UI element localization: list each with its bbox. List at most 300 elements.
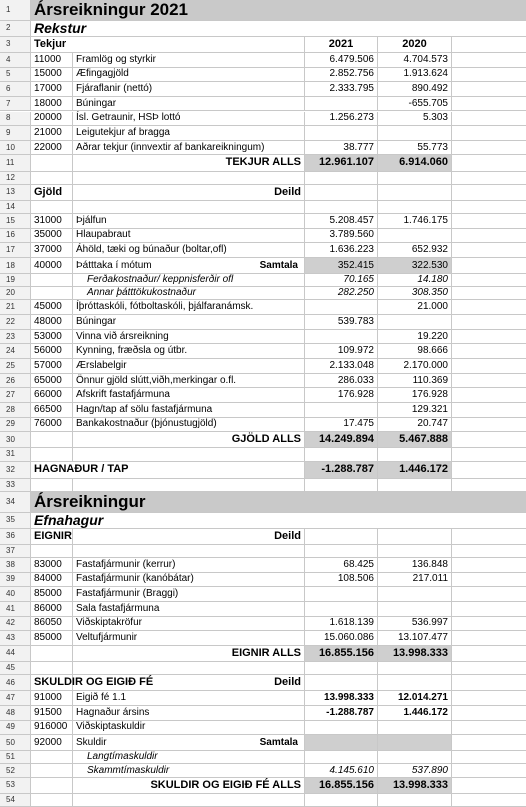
empty-cell[interactable] — [452, 97, 526, 112]
account-number[interactable]: 18000 — [31, 97, 73, 112]
empty-cell[interactable] — [452, 172, 526, 185]
account-name[interactable]: Sala fastafjármuna — [73, 602, 305, 617]
value-2020[interactable]: 5.303 — [378, 112, 452, 127]
account-number[interactable]: 91000 — [31, 691, 73, 706]
empty-cell[interactable] — [452, 185, 526, 201]
value-2020[interactable]: 308.350 — [378, 287, 452, 300]
empty-cell[interactable] — [452, 662, 526, 675]
empty-cell[interactable] — [452, 344, 526, 359]
group-header[interactable]: Gjöld — [31, 185, 73, 201]
value-2021[interactable]: 286.033 — [305, 374, 378, 389]
sheet-row — [0, 403, 526, 418]
sheet-row — [0, 141, 526, 156]
value-2021[interactable]: 5.208.457 — [305, 214, 378, 229]
empty-cell[interactable] — [378, 172, 452, 185]
empty-cell[interactable] — [452, 126, 526, 141]
value-2020[interactable]: 536.997 — [378, 617, 452, 632]
value-2020[interactable] — [378, 751, 452, 764]
total-2020[interactable]: 6.914.060 — [378, 155, 452, 171]
row-number: 37 — [0, 545, 31, 558]
empty-cell[interactable] — [452, 529, 526, 545]
empty-cell[interactable] — [305, 448, 378, 461]
empty-cell[interactable] — [73, 448, 305, 461]
sheet-row — [0, 513, 526, 529]
row-number: 25 — [0, 359, 31, 374]
empty-cell[interactable] — [305, 675, 378, 691]
sub-account-name[interactable]: Annar þátttökukostnaður — [73, 287, 305, 300]
total-2021[interactable]: 16.855.156 — [305, 778, 378, 794]
empty-cell[interactable] — [452, 300, 526, 315]
section-title[interactable]: Rekstur — [31, 21, 526, 37]
account-name[interactable]: Fastafjármunir (kerrur) — [73, 558, 305, 573]
empty-cell[interactable] — [452, 53, 526, 68]
empty-cell[interactable] — [31, 201, 73, 214]
result-2021[interactable]: -1.288.787 — [305, 462, 378, 479]
empty-cell[interactable] — [31, 764, 73, 777]
value-2021[interactable]: 2.852.756 — [305, 68, 378, 83]
empty-cell[interactable] — [452, 479, 526, 492]
value-2020[interactable]: 19.220 — [378, 330, 452, 345]
account-name[interactable]: Vinna við ársreikning — [73, 330, 305, 345]
value-2020[interactable]: 21.000 — [378, 300, 452, 315]
empty-cell[interactable] — [31, 778, 73, 794]
value-2020[interactable]: 176.928 — [378, 388, 452, 403]
value-2020[interactable]: 13.107.477 — [378, 631, 452, 646]
sub-account-name[interactable]: Ferðakostnaður/ keppnisferðir ofl — [73, 274, 305, 287]
total-2020[interactable]: 5.467.888 — [378, 432, 452, 448]
value-2021[interactable] — [305, 735, 378, 751]
empty-cell[interactable] — [452, 214, 526, 229]
empty-cell[interactable] — [305, 479, 378, 492]
row-number: 19 — [0, 274, 31, 287]
account-number[interactable]: 86050 — [31, 617, 73, 632]
value-2020[interactable]: 1.746.175 — [378, 214, 452, 229]
empty-cell[interactable] — [452, 764, 526, 777]
value-2020[interactable]: 98.666 — [378, 344, 452, 359]
year-header-2020[interactable]: 2020 — [378, 37, 452, 53]
account-name[interactable]: Þjálfun — [73, 214, 305, 229]
account-number[interactable]: 22000 — [31, 141, 73, 156]
value-2021[interactable]: 1.636.223 — [305, 243, 378, 258]
empty-cell[interactable] — [452, 403, 526, 418]
row-number: 26 — [0, 374, 31, 389]
account-name[interactable]: Viðskiptaskuldir — [73, 721, 305, 736]
empty-cell[interactable] — [31, 287, 73, 300]
account-name[interactable]: Hagn/tap af sölu fastafjármuna — [73, 403, 305, 418]
value-2020[interactable]: 136.848 — [378, 558, 452, 573]
empty-cell[interactable] — [452, 675, 526, 691]
empty-cell[interactable] — [31, 545, 73, 558]
account-number[interactable]: 85000 — [31, 587, 73, 602]
row-number: 12 — [0, 172, 31, 185]
deild-header[interactable]: Deild — [73, 529, 305, 545]
empty-cell[interactable] — [452, 229, 526, 244]
empty-cell[interactable] — [452, 558, 526, 573]
account-number[interactable]: 21000 — [31, 126, 73, 141]
value-2020[interactable]: 4.704.573 — [378, 53, 452, 68]
account-number[interactable]: 85000 — [31, 631, 73, 646]
account-name[interactable]: Hagnaður ársins — [73, 706, 305, 721]
total-2021[interactable]: 14.249.894 — [305, 432, 378, 448]
account-name[interactable]: Aðrar tekjur (innvextir af bankareikningum) — [73, 141, 305, 156]
account-name[interactable]: Ísl. Getraunir, HSÞ lottó — [73, 112, 305, 127]
row-number: 53 — [0, 778, 31, 794]
account-name[interactable]: Kynning, fræðsla og útbr. — [73, 344, 305, 359]
empty-cell[interactable] — [378, 185, 452, 201]
value-2020[interactable]: 20.747 — [378, 418, 452, 433]
account-name[interactable]: Bankakostnaður (þjónustugjöld) — [73, 418, 305, 433]
account-number[interactable]: 916000 — [31, 721, 73, 736]
empty-cell[interactable] — [31, 794, 73, 807]
empty-cell[interactable] — [452, 418, 526, 433]
account-name[interactable]: Æfingagjöld — [73, 68, 305, 83]
account-number[interactable]: 56000 — [31, 344, 73, 359]
empty-cell[interactable] — [452, 287, 526, 300]
empty-cell[interactable] — [452, 631, 526, 646]
value-2020[interactable]: 1.446.172 — [378, 706, 452, 721]
row-number: 8 — [0, 112, 31, 127]
account-name[interactable]: Íþróttaskóli, fótboltaskóli, þjálfaranámsk. — [73, 300, 305, 315]
account-name[interactable] — [73, 735, 305, 751]
sheet-row — [0, 185, 526, 201]
empty-cell[interactable] — [452, 258, 526, 274]
empty-cell[interactable] — [452, 602, 526, 617]
sheet-row — [0, 764, 526, 777]
empty-cell[interactable] — [73, 479, 305, 492]
row-number: 2 — [0, 21, 31, 37]
value-2020[interactable]: 890.492 — [378, 82, 452, 97]
empty-cell[interactable] — [452, 462, 526, 479]
empty-cell[interactable] — [378, 201, 452, 214]
sheet-row — [0, 126, 526, 141]
value-2021[interactable]: 2.333.795 — [305, 82, 378, 97]
account-number[interactable]: 86000 — [31, 602, 73, 617]
sheet-row — [0, 0, 526, 21]
value-2021[interactable] — [305, 97, 378, 112]
sheet-row — [0, 374, 526, 389]
result-label[interactable]: HAGNAÐUR / TAP — [31, 462, 305, 479]
sheet-row — [0, 330, 526, 345]
account-number[interactable]: 83000 — [31, 558, 73, 573]
sheet-row — [0, 201, 526, 214]
value-2020[interactable]: 1.913.624 — [378, 68, 452, 83]
empty-cell[interactable] — [305, 794, 378, 807]
account-number[interactable]: 66500 — [31, 403, 73, 418]
value-2021[interactable]: 68.425 — [305, 558, 378, 573]
account-number[interactable]: 35000 — [31, 229, 73, 244]
row-number: 44 — [0, 646, 31, 662]
empty-cell[interactable] — [378, 529, 452, 545]
account-name-text: Skuldir — [76, 736, 107, 748]
value-2020[interactable] — [378, 721, 452, 736]
empty-cell[interactable] — [31, 662, 73, 675]
empty-cell[interactable] — [452, 432, 526, 448]
empty-cell[interactable] — [73, 172, 305, 185]
empty-cell[interactable] — [452, 37, 526, 53]
row-number: 51 — [0, 751, 31, 764]
year-header-2021[interactable]: 2021 — [305, 37, 378, 53]
value-2021[interactable]: 1.618.139 — [305, 617, 378, 632]
empty-cell[interactable] — [452, 448, 526, 461]
value-2021[interactable]: 17.475 — [305, 418, 378, 433]
sheet-row — [0, 243, 526, 258]
empty-cell[interactable] — [452, 706, 526, 721]
account-number[interactable]: 84000 — [31, 573, 73, 588]
value-2021[interactable]: 70.165 — [305, 274, 378, 287]
result-2020[interactable]: 1.446.172 — [378, 462, 452, 479]
row-number: 18 — [0, 258, 31, 274]
empty-cell[interactable] — [452, 721, 526, 736]
row-number: 15 — [0, 214, 31, 229]
account-number[interactable]: 31000 — [31, 214, 73, 229]
empty-cell[interactable] — [452, 573, 526, 588]
value-2021[interactable]: 539.783 — [305, 315, 378, 330]
empty-cell[interactable] — [452, 691, 526, 706]
value-2021[interactable] — [305, 602, 378, 617]
account-name[interactable]: Hlaupabraut — [73, 229, 305, 244]
row-number: 14 — [0, 201, 31, 214]
value-2020[interactable]: -655.705 — [378, 97, 452, 112]
deild-header[interactable]: Deild — [73, 185, 305, 201]
sheet-row — [0, 492, 526, 513]
value-2021[interactable] — [305, 721, 378, 736]
empty-cell[interactable] — [378, 448, 452, 461]
account-name[interactable]: Afskrift fastafjármuna — [73, 388, 305, 403]
total-2021[interactable]: 12.961.107 — [305, 155, 378, 171]
sheet-row — [0, 82, 526, 97]
account-number[interactable]: 11000 — [31, 53, 73, 68]
account-name[interactable]: Fastafjármunir (kanóbátar) — [73, 573, 305, 588]
account-number[interactable]: 57000 — [31, 359, 73, 374]
empty-cell[interactable] — [305, 172, 378, 185]
value-2020[interactable]: 12.014.271 — [378, 691, 452, 706]
account-name[interactable]: Búningar — [73, 315, 305, 330]
empty-cell[interactable] — [452, 587, 526, 602]
empty-cell[interactable] — [452, 155, 526, 171]
value-2021[interactable]: 15.060.086 — [305, 631, 378, 646]
total-2020[interactable]: 13.998.333 — [378, 646, 452, 662]
samtala-label: Samtala — [259, 736, 298, 748]
empty-cell[interactable] — [452, 201, 526, 214]
empty-cell[interactable] — [31, 751, 73, 764]
row-number: 45 — [0, 662, 31, 675]
empty-cell[interactable] — [452, 243, 526, 258]
empty-cell[interactable] — [452, 68, 526, 83]
value-2020[interactable]: 2.170.000 — [378, 359, 452, 374]
empty-cell[interactable] — [73, 662, 305, 675]
empty-cell[interactable] — [305, 185, 378, 201]
group-header[interactable]: SKULDIR OG EIGIÐ FÉ — [31, 675, 73, 691]
sheet-row — [0, 229, 526, 244]
empty-cell[interactable] — [452, 141, 526, 156]
value-2021[interactable]: 352.415 — [305, 258, 378, 274]
account-number[interactable]: 45000 — [31, 300, 73, 315]
value-2021[interactable]: 109.972 — [305, 344, 378, 359]
account-number[interactable]: 20000 — [31, 112, 73, 127]
total-2021[interactable]: 16.855.156 — [305, 646, 378, 662]
value-2020[interactable]: 129.321 — [378, 403, 452, 418]
account-name[interactable]: Búningar — [73, 97, 305, 112]
value-2021[interactable]: 108.506 — [305, 573, 378, 588]
empty-cell[interactable] — [452, 112, 526, 127]
account-number[interactable]: 76000 — [31, 418, 73, 433]
account-name[interactable]: Önnur gjöld slútt,viðh,merkingar o.fl. — [73, 374, 305, 389]
empty-cell[interactable] — [452, 735, 526, 751]
row-number: 30 — [0, 432, 31, 448]
empty-cell[interactable] — [378, 794, 452, 807]
account-name[interactable]: Ærslabelgir — [73, 359, 305, 374]
empty-cell[interactable] — [31, 172, 73, 185]
empty-cell[interactable] — [378, 479, 452, 492]
account-name[interactable]: Viðskiptakröfur — [73, 617, 305, 632]
empty-cell[interactable] — [452, 359, 526, 374]
empty-cell[interactable] — [452, 330, 526, 345]
empty-cell[interactable] — [31, 432, 73, 448]
account-name[interactable]: Veltufjármunir — [73, 631, 305, 646]
account-number[interactable]: 91500 — [31, 706, 73, 721]
value-2020[interactable] — [378, 587, 452, 602]
total-2020[interactable]: 13.998.333 — [378, 778, 452, 794]
account-number[interactable]: 40000 — [31, 258, 73, 274]
value-2020[interactable] — [378, 229, 452, 244]
empty-cell[interactable] — [452, 778, 526, 794]
row-number: 35 — [0, 513, 31, 529]
empty-cell[interactable] — [452, 274, 526, 287]
total-label[interactable]: TEKJUR ALLS — [73, 155, 305, 171]
empty-cell[interactable] — [31, 274, 73, 287]
empty-cell[interactable] — [452, 646, 526, 662]
row-number: 39 — [0, 573, 31, 588]
account-number[interactable]: 92000 — [31, 735, 73, 751]
total-label[interactable]: SKULDIR OG EIGIÐ FÉ ALLS — [73, 778, 305, 794]
value-2021[interactable] — [305, 300, 378, 315]
account-number[interactable]: 48000 — [31, 315, 73, 330]
value-2021[interactable]: 4.145.610 — [305, 764, 378, 777]
value-2020[interactable] — [378, 602, 452, 617]
empty-cell[interactable] — [31, 155, 73, 171]
empty-cell[interactable] — [305, 201, 378, 214]
sheet-row — [0, 529, 526, 545]
value-2020[interactable]: 14.180 — [378, 274, 452, 287]
empty-cell[interactable] — [31, 479, 73, 492]
value-2021[interactable]: 38.777 — [305, 141, 378, 156]
sheet-banner-title[interactable]: Ársreikningur 2021 — [31, 0, 526, 21]
value-2021[interactable] — [305, 587, 378, 602]
empty-cell[interactable] — [378, 545, 452, 558]
value-2020[interactable]: 652.932 — [378, 243, 452, 258]
empty-cell[interactable] — [305, 662, 378, 675]
sheet-row — [0, 735, 526, 751]
empty-cell[interactable] — [452, 374, 526, 389]
empty-cell[interactable] — [452, 751, 526, 764]
value-2021[interactable]: -1.288.787 — [305, 706, 378, 721]
row-number: 1 — [0, 0, 31, 21]
section-title[interactable]: Efnahagur — [31, 513, 526, 529]
sheet-row — [0, 587, 526, 602]
value-2021[interactable]: 6.479.506 — [305, 53, 378, 68]
empty-cell[interactable] — [452, 388, 526, 403]
account-number[interactable]: 17000 — [31, 82, 73, 97]
empty-cell[interactable] — [452, 82, 526, 97]
value-2021[interactable]: 1.256.273 — [305, 112, 378, 127]
value-2021[interactable]: 282.250 — [305, 287, 378, 300]
value-2020[interactable]: 217.011 — [378, 573, 452, 588]
empty-cell[interactable] — [73, 545, 305, 558]
value-2021[interactable]: 3.789.560 — [305, 229, 378, 244]
empty-cell[interactable] — [452, 617, 526, 632]
value-2021[interactable] — [305, 126, 378, 141]
empty-cell[interactable] — [378, 662, 452, 675]
account-number[interactable]: 66000 — [31, 388, 73, 403]
value-2020[interactable]: 322.530 — [378, 258, 452, 274]
account-number[interactable]: 37000 — [31, 243, 73, 258]
empty-cell[interactable] — [452, 315, 526, 330]
sub-account-name[interactable]: Skammtímaskuldir — [73, 764, 305, 777]
empty-cell[interactable] — [31, 646, 73, 662]
value-2020[interactable] — [378, 315, 452, 330]
samtala-label: Samtala — [259, 259, 298, 271]
empty-cell[interactable] — [452, 794, 526, 807]
value-2021[interactable]: 176.928 — [305, 388, 378, 403]
value-2021[interactable] — [305, 330, 378, 345]
account-name[interactable] — [73, 258, 305, 274]
account-name[interactable]: Áhöld, tæki og búnaður (boltar,ofl) — [73, 243, 305, 258]
value-2020[interactable] — [378, 735, 452, 751]
value-2020[interactable]: 537.890 — [378, 764, 452, 777]
account-number[interactable]: 53000 — [31, 330, 73, 345]
empty-cell[interactable] — [73, 794, 305, 807]
sheet-row — [0, 97, 526, 112]
account-name[interactable]: Fjáraflanir (nettó) — [73, 82, 305, 97]
account-name-text: Þátttaka í mótum — [76, 259, 152, 271]
empty-cell[interactable] — [305, 545, 378, 558]
empty-cell[interactable] — [73, 201, 305, 214]
empty-cell[interactable] — [305, 529, 378, 545]
sub-account-name[interactable]: Langtímaskuldir — [73, 751, 305, 764]
value-2021[interactable] — [305, 403, 378, 418]
sheet-row — [0, 344, 526, 359]
value-2020[interactable]: 55.773 — [378, 141, 452, 156]
value-2020[interactable]: 110.369 — [378, 374, 452, 389]
account-name[interactable]: Eigið fé 1.1 — [73, 691, 305, 706]
group-header[interactable]: EIGNIR — [31, 529, 73, 545]
value-2021[interactable]: 13.998.333 — [305, 691, 378, 706]
row-number: 10 — [0, 141, 31, 156]
empty-cell[interactable] — [378, 675, 452, 691]
empty-cell[interactable] — [452, 545, 526, 558]
row-number: 34 — [0, 492, 31, 513]
total-label[interactable]: GJÖLD ALLS — [73, 432, 305, 448]
group-header[interactable]: Tekjur — [31, 37, 305, 53]
deild-header[interactable]: Deild — [73, 675, 305, 691]
total-label[interactable]: EIGNIR ALLS — [73, 646, 305, 662]
sheet-row — [0, 155, 526, 171]
sheet-banner-title[interactable]: Ársreikningur — [31, 492, 526, 513]
account-name[interactable]: Leigutekjur af bragga — [73, 126, 305, 141]
row-number: 52 — [0, 764, 31, 777]
empty-cell[interactable] — [31, 448, 73, 461]
account-name[interactable]: Framlög og styrkir — [73, 53, 305, 68]
value-2020[interactable] — [378, 126, 452, 141]
value-2021[interactable]: 2.133.048 — [305, 359, 378, 374]
value-2021[interactable] — [305, 751, 378, 764]
row-number: 28 — [0, 403, 31, 418]
sheet-row — [0, 37, 526, 53]
account-number[interactable]: 15000 — [31, 68, 73, 83]
account-name[interactable]: Fastafjármunir (Braggi) — [73, 587, 305, 602]
sheet-row — [0, 675, 526, 691]
account-number[interactable]: 65000 — [31, 374, 73, 389]
